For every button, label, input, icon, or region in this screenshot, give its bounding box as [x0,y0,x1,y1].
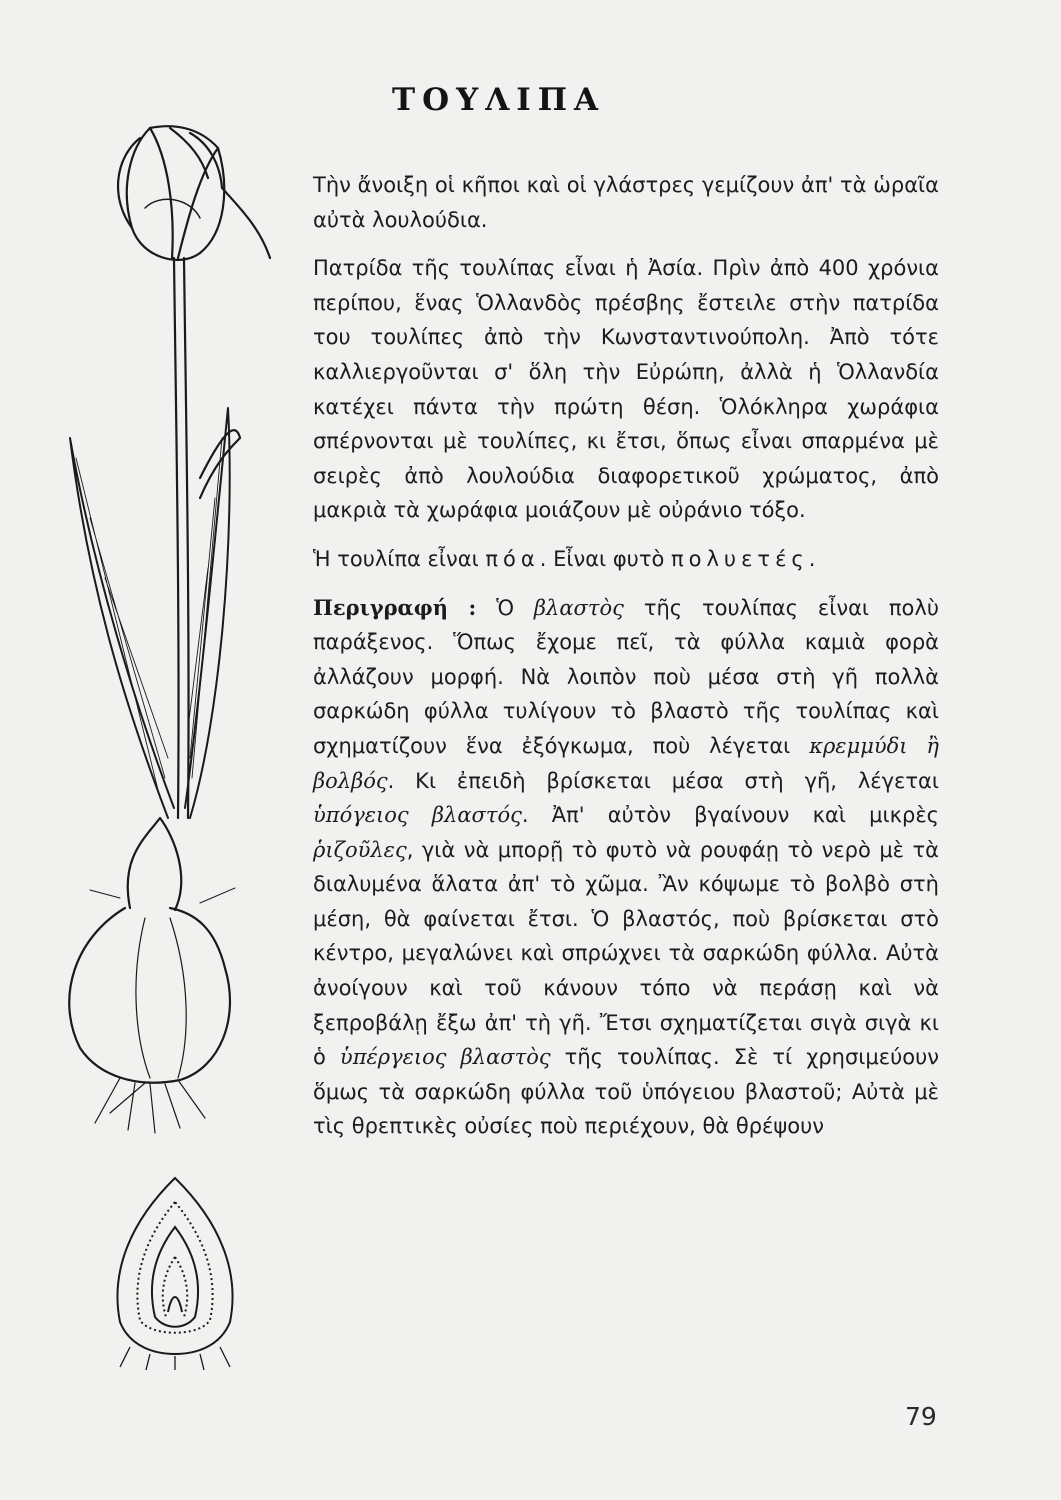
text-run: , γιὰ νὰ μπορῇ τὸ φυτὸ νὰ ρουφάῃ τὸ νερὸ μὲ τὰ διαλυμένα ἅλατα ἀπ' τὸ χῶμα. Ἂν κόψωμε τὸ βολβὸ στὴ μέση, θὰ φαίνεται ἔτσι. Ὁ βλαστός, ποὺ βρίσκεται στὸ κέντρο, μεγαλώνει καὶ σπρώχνει τὰ σαρκώδη φύλλα. Αὐτὰ ἀνοίγουν καὶ τοῦ κάνουν τόπο νὰ περάσῃ καὶ νὰ ξεπροβάλῃ ἔξω ἀπ' τὴ γῆ. Ἔτσι σχηματίζεται σιγὰ σιγὰ κι ὁ [313,837,939,1070]
term-bulb: κρεμμύδι ἢ βολβός [313,733,939,793]
text-run: . [808,546,816,571]
bulb-cross-section-illustration [100,1172,250,1372]
text-run: Ὁ [496,595,514,620]
text-run: . Κι ἐπειδὴ βρίσκεται μέσα στὴ γῆ, λέγεται [387,768,939,793]
text-run: . Ἀπ' αὐτὸν βγαίνουν καὶ μικρὲς [521,803,939,828]
paragraph-intro: Τὴν ἄνοιξη οἱ κῆποι καὶ οἱ γλάστρες γεμίζουν ἀπ' τὰ ὡραῖα αὐτὰ λουλούδια. [313,173,939,232]
term-stem: βλαστὸς [533,595,624,620]
term-rootlets: ῥιζοῦλες [313,837,407,862]
term-underground-stem: ὑπόγειος βλαστός [313,803,522,828]
page-title: ΤΟΥΛΙΠΑ [392,82,606,118]
text-run: Ἡ τουλίπα εἶναι [313,546,479,571]
tulip-plant-illustration [50,118,280,1138]
term-perennial: πολυετές [671,546,809,571]
text-run: . Εἶναι φυτὸ [539,546,665,571]
text-run: τῆς τουλίπας. Σὲ τί χρησιμεύουν ὅμως τὰ σαρκώδη φύλλα τοῦ ὑπόγειου βλαστοῦ; Αὐτὰ μὲ τὶς θρεπτικὲς οὐσίες ποὺ περιέχουν, θὰ θρέψουν [313,1045,939,1139]
section-label: Περιγραφή : [313,594,477,620]
page-number: 79 [905,1402,937,1431]
term-aerial-stem: ὑπέργειος βλαστὸς [339,1045,551,1070]
term-poa: πόα [485,546,540,571]
text-run: τῆς τουλίπας εἶναι πολὺ παράξενος. Ὅπως ἔχομε πεῖ, τὰ φύλλα καμιὰ φορὰ ἀλλάζουν μορφή. Νὰ λοιπὸν ποὺ μέσα στὴ γῆ πολλὰ σαρκώδη φύλλα τυλίγουν τὸ βλαστὸ τῆς τουλίπας καὶ σχηματίζουν ἕνα ἐξόγκωμα, ποὺ λέγεται [313,595,939,758]
paragraph-description [313,591,939,1145]
paragraph-origin: Πατρίδα τῆς τουλίπας εἶναι ἡ Ἀσία. Πρὶν ἀπὸ 400 χρόνια περίπου, ἕνας Ὁλλανδὸς πρέσβης ἔστειλε στὴν πατρίδα του τουλίπες ἀπὸ τὴν Κωνσταντινούπολη. Ἀπὸ τότε καλλιεργοῦνται σ' ὅλη τὴν Εὐρώπη, ἀλλὰ ἡ Ὁλλανδία κατέχει πάντα τὴν πρώτη θέση. Ὁλόκληρα χωράφια σπέρνονται μὲ τουλίπες, κι ἔτσι, ὅπως εἶναι σπαρμένα μὲ σειρὲς ἀπὸ λουλούδια διαφορετικοῦ χρώματος, ἀπὸ μακριὰ τὰ χωράφια μοιάζουν μὲ οὐράνιο τόξο. [313,256,939,523]
article-body [313,168,939,1158]
paragraph-classification [313,542,939,577]
